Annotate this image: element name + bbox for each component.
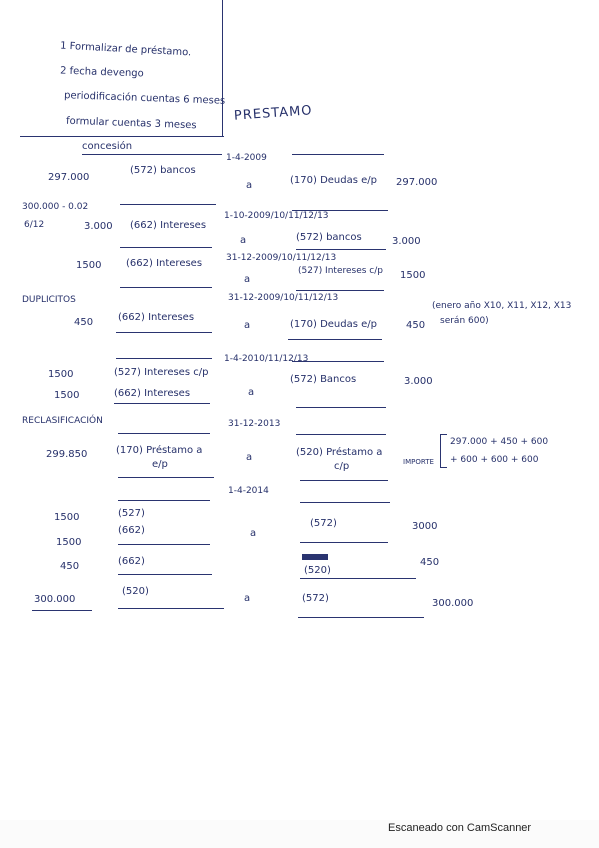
entry-8-connector: a	[244, 593, 251, 604]
entry-5-date: 1-4-2010/11/12/13	[224, 354, 309, 364]
notes-box-bottom-border	[20, 136, 224, 137]
entry-6-credit-label: IMPORTE	[403, 458, 434, 466]
entry-6-debit-account-a: (170) Préstamo a	[116, 445, 203, 456]
divider	[288, 339, 382, 340]
camscanner-watermark: Escaneado con CamScanner	[388, 822, 532, 834]
entry-6-calc-b: + 600 + 600 + 600	[450, 455, 539, 465]
entry-8-debit-amount: 300.000	[34, 594, 76, 605]
entry-7-connector: a	[250, 528, 257, 539]
note-1: 1 Formalizar de préstamo.	[59, 40, 192, 59]
scribbled-out-text	[302, 554, 328, 560]
entry-6-credit-account-a: (520) Préstamo a	[296, 447, 383, 458]
divider	[118, 574, 212, 575]
entry-2-debit-amount: 3.000	[84, 221, 113, 232]
entry-7-d3-account: (662)	[118, 556, 145, 567]
entry-5-debit-amount-1: 1500	[48, 369, 74, 380]
entry-5-debit-amount-2: 1500	[54, 390, 80, 401]
divider	[296, 249, 386, 250]
divider	[300, 502, 390, 503]
divider	[114, 403, 210, 404]
entry-4-debit-account: (662) Intereses	[118, 312, 195, 323]
divider	[292, 210, 388, 211]
entry-4-credit-amount: 450	[406, 320, 426, 331]
divider	[82, 154, 222, 155]
entry-8-credit-account: (572)	[302, 593, 329, 604]
entry-2-date: 1-10-2009/10/11/12/13	[224, 211, 329, 221]
entry-1-credit-account: (170) Deudas e/p	[290, 175, 377, 186]
divider	[292, 361, 384, 362]
entry-7-date: 1-4-2014	[228, 486, 269, 496]
entry-8-debit-account: (520)	[122, 586, 149, 597]
divider	[118, 544, 210, 545]
divider	[116, 332, 212, 333]
entry-4-credit-account: (170) Deudas e/p	[290, 319, 377, 330]
entry-5-debit-account-2: (662) Intereses	[114, 388, 191, 399]
entry-1-debit-amount: 297.000	[48, 172, 90, 183]
entry-2-credit-account: (572) bancos	[296, 232, 362, 243]
divider	[118, 477, 214, 478]
divider	[300, 480, 388, 481]
note-2: 2 fecha devengo	[59, 65, 144, 80]
divider	[300, 542, 388, 543]
entry-7-c2-amount: 450	[420, 557, 440, 568]
entry-1-credit-amount: 297.000	[396, 177, 438, 188]
divider	[116, 358, 212, 359]
section-concesion: concesión	[82, 141, 133, 152]
entry-2-side-note-a: 300.000 - 0.02	[22, 202, 89, 212]
divider	[120, 287, 212, 288]
entry-7-d3-amount: 450	[60, 561, 80, 572]
entry-7-d2-account: (662)	[118, 525, 145, 536]
entry-4-margin-note-a: (enero año X10, X11, X12, X13	[432, 301, 572, 311]
divider	[32, 610, 92, 611]
entry-4-connector: a	[244, 320, 251, 331]
entry-6-calc-a: 297.000 + 450 + 600	[450, 437, 549, 447]
calculation-brace	[440, 434, 447, 468]
divider	[118, 500, 210, 501]
divider	[120, 204, 216, 205]
divider	[120, 247, 212, 248]
divider	[296, 407, 386, 408]
section-duplicitos: DUPLICITOS	[22, 295, 76, 305]
entry-7-credit-account: (572)	[310, 518, 337, 529]
entry-2-side-note-b: 6/12	[24, 220, 45, 230]
entry-7-d2-amount: 1500	[56, 537, 82, 548]
note-3: periodificación cuentas 6 meses	[63, 90, 226, 107]
entry-6-date: 31-12-2013	[228, 419, 281, 429]
entry-8-credit-amount: 300.000	[432, 598, 474, 609]
entry-6-credit-account-b: c/p	[334, 461, 350, 472]
entry-3-credit-account: (527) Intereses c/p	[298, 266, 383, 276]
divider	[292, 154, 384, 155]
page-title: PRESTAMO	[233, 103, 314, 124]
entry-3-debit-amount: 1500	[76, 260, 102, 271]
entry-6-debit-account-b: e/p	[152, 459, 168, 470]
divider	[118, 433, 210, 434]
entry-4-date: 31-12-2009/10/11/12/13	[228, 293, 339, 303]
entry-7-d1-amount: 1500	[54, 512, 80, 523]
entry-5-credit-account: (572) Bancos	[290, 374, 357, 385]
entry-7-c2-account: (520)	[304, 565, 331, 576]
entry-4-margin-note-b: serán 600)	[440, 316, 489, 326]
entry-3-debit-account: (662) Intereses	[126, 258, 203, 269]
entry-6-debit-amount: 299.850	[46, 449, 88, 460]
entry-6-connector: a	[246, 452, 253, 463]
entry-4-debit-amount: 450	[74, 317, 94, 328]
entry-5-debit-account-1: (527) Intereses c/p	[114, 367, 209, 378]
entry-5-connector: a	[248, 387, 255, 398]
entry-5-credit-amount: 3.000	[404, 376, 433, 387]
divider	[296, 290, 384, 291]
entry-2-credit-amount: 3.000	[392, 236, 421, 247]
entry-7-credit-amount: 3000	[412, 521, 438, 532]
note-4: formular cuentas 3 meses	[65, 115, 197, 132]
entry-3-date: 31-12-2009/10/11/12/13	[226, 253, 337, 263]
divider	[300, 578, 416, 579]
entry-1-debit-account: (572) bancos	[130, 165, 196, 176]
entry-7-d1-account: (527)	[118, 508, 145, 519]
entry-3-credit-amount: 1500	[400, 270, 426, 281]
entry-2-connector: a	[240, 235, 247, 246]
entry-1-date: 1-4-2009	[226, 153, 267, 163]
entry-2-debit-account: (662) Intereses	[130, 220, 207, 231]
divider	[118, 608, 224, 609]
divider	[296, 434, 386, 435]
notes-box-right-border	[222, 0, 223, 136]
entry-1-connector: a	[246, 180, 253, 191]
divider	[298, 617, 424, 618]
entry-3-connector: a	[244, 274, 251, 285]
section-reclasificacion: RECLASIFICACIÓN	[22, 416, 103, 426]
